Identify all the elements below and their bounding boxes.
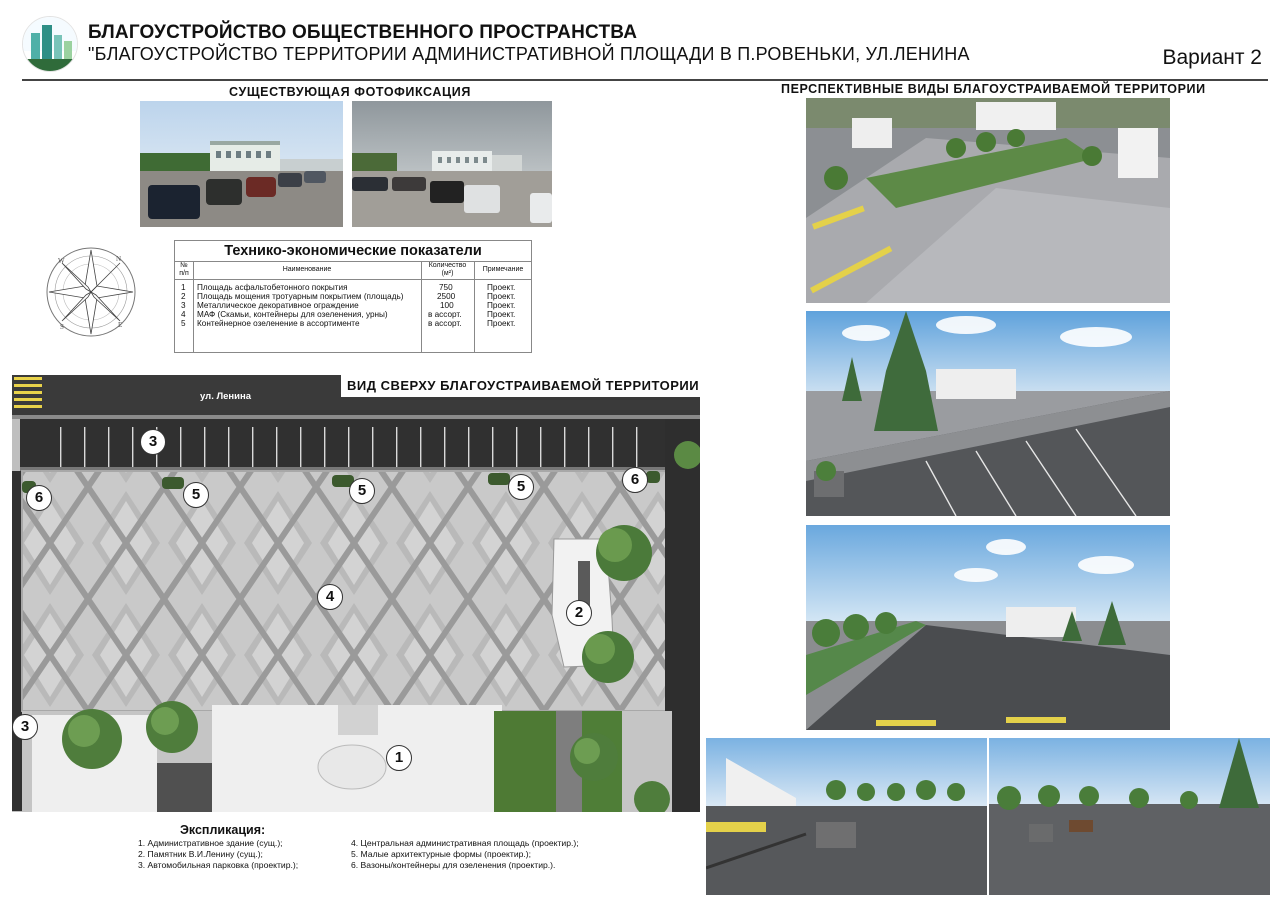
tep-title: Технико-экономические показатели bbox=[224, 243, 482, 259]
perspective-views-title: ПЕРСПЕКТИВНЫЕ ВИДЫ БЛАГОУСТРАИВАЕМОЙ ТЕРРИТОРИИ bbox=[781, 82, 1206, 96]
marker-parking-top: 3 bbox=[140, 429, 166, 455]
existing-photo-2 bbox=[352, 101, 552, 227]
table-row: 1 Площадь асфальтобетонного покрытия 750 Проект. bbox=[181, 283, 516, 292]
tep-table bbox=[174, 240, 532, 353]
explication-right bbox=[351, 838, 579, 871]
existing-photos-title: СУЩЕСТВУЮЩАЯ ФОТОФИКСАЦИЯ bbox=[229, 85, 471, 99]
explication-item: 3. Автомобильная парковка (проектир.); bbox=[138, 860, 299, 870]
compass-e-label: E bbox=[118, 321, 123, 329]
marker-maf-1: 5 bbox=[183, 482, 209, 508]
explication-item: 1. Административное здание (сущ.); bbox=[138, 838, 283, 848]
perspective-render-4 bbox=[706, 738, 987, 895]
marker-planter-left: 6 bbox=[26, 485, 52, 511]
compass-s-label: S bbox=[60, 323, 64, 331]
marker-planter-right: 6 bbox=[622, 467, 648, 493]
header-divider bbox=[22, 79, 1268, 81]
top-view-title: ВИД СВЕРХУ БЛАГОУСТРАИВАЕМОЙ ТЕРРИТОРИИ bbox=[341, 375, 700, 397]
existing-photo-1 bbox=[140, 101, 343, 227]
tep-header-qty: Количество (м²) bbox=[428, 262, 467, 277]
explication-item: 2. Памятник В.И.Ленину (сущ.); bbox=[138, 849, 263, 859]
explication-title: Экспликация: bbox=[180, 823, 266, 837]
perspective-render-5 bbox=[989, 738, 1270, 895]
compass-n-label: N bbox=[116, 255, 122, 263]
perspective-render-2 bbox=[806, 311, 1170, 516]
marker-parking-left: 3 bbox=[12, 714, 38, 740]
explication-item: 5. Малые архитектурные формы (проектир.); bbox=[351, 849, 532, 859]
marker-maf-3: 5 bbox=[508, 474, 534, 500]
marker-square: 4 bbox=[317, 584, 343, 610]
compass-rose bbox=[44, 245, 138, 339]
marker-monument: 2 bbox=[566, 600, 592, 626]
explication-item: 6. Вазоны/контейнеры для озеленения (проектир.). bbox=[351, 860, 556, 870]
marker-admin-building: 1 bbox=[386, 745, 412, 771]
tep-header-num: № п/п bbox=[179, 262, 189, 277]
perspective-render-1 bbox=[806, 98, 1170, 303]
logo bbox=[22, 16, 78, 72]
explication-item: 4. Центральная административная площадь (проектир.); bbox=[351, 838, 579, 848]
tep-header-note: Примечание bbox=[482, 266, 524, 273]
top-view-plan bbox=[12, 375, 700, 812]
page-subtitle: "БЛАГОУСТРОЙСТВО ТЕРРИТОРИИ АДМИНИСТРАТИВНОЙ ПЛОЩАДИ В П.РОВЕНЬКИ, УЛ.ЛЕНИНА bbox=[88, 44, 970, 64]
perspective-render-3 bbox=[806, 525, 1170, 730]
compass-w-label: W bbox=[58, 257, 65, 265]
variant-label: Вариант 2 bbox=[1162, 46, 1262, 69]
marker-maf-2: 5 bbox=[349, 478, 375, 504]
street-label: ул. Ленина bbox=[200, 391, 252, 402]
table-row: 4 МАФ (Скамьи, контейнеры для озеленения, урны) в ассорт. Проект. bbox=[181, 310, 516, 319]
table-row: 5 Контейнерное озеленение в ассортименте в ассорт. Проект. bbox=[181, 319, 516, 328]
tep-header-name: Наименование bbox=[282, 266, 332, 273]
explication-left bbox=[138, 838, 298, 871]
page-title: БЛАГОУСТРОЙСТВО ОБЩЕСТВЕННОГО ПРОСТРАНСТВА bbox=[88, 22, 638, 43]
table-row: 2 Площадь мощения тротуарным покрытием (площадь) 2500 Проект. bbox=[181, 292, 516, 301]
table-row: 3 Металлическое декоративное ограждение 100 Проект. bbox=[181, 301, 516, 310]
